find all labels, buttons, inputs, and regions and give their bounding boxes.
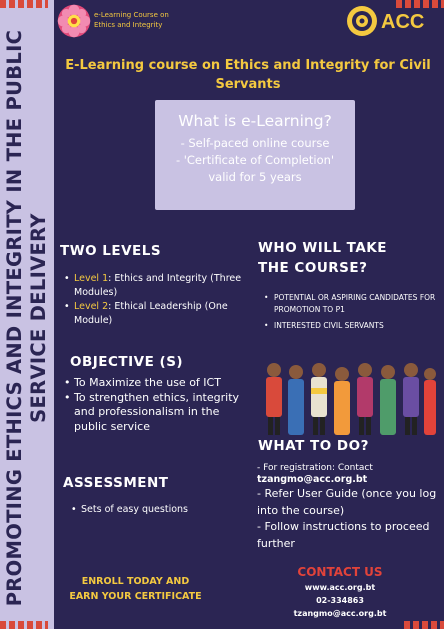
who-heading (258, 238, 387, 278)
objective-list (62, 376, 252, 434)
level-text: : Ethics and Integrity (Three Modules) (74, 273, 242, 298)
contact-website[interactable]: www.acc.org.bt (304, 583, 376, 592)
todo-step: - Follow instructions to proceed further (257, 520, 430, 550)
elearning-title: What is e-Learning? (178, 112, 332, 130)
flower-logo-icon (56, 3, 92, 39)
side-banner-line2: SERVICE DELIVERY (27, 213, 50, 423)
course-label (94, 10, 169, 30)
border-pattern (404, 621, 444, 629)
who-list (262, 292, 442, 336)
elearning-line: - 'Certificate of Completion' (175, 153, 335, 167)
border-pattern (0, 0, 48, 8)
elearning-line: - Self-paced online course (180, 136, 330, 150)
list-item: • INTERESTED CIVIL SERVANTS (262, 320, 442, 332)
side-banner (0, 0, 54, 629)
assessment-heading: ASSESSMENT (63, 475, 169, 491)
people-illustration (262, 358, 437, 438)
registration-text: - For registration: Contact (257, 463, 373, 473)
list-item (62, 272, 252, 300)
todo-step: - Refer User Guide (once you log into the course) (257, 487, 437, 517)
side-banner-line1: PROMOTING ETHICS AND INTEGRITY IN THE PUBLIC (3, 29, 26, 607)
levels-list (62, 272, 252, 328)
who-heading-line1: WHO WILL TAKE (258, 240, 387, 256)
acc-logo-icon (345, 4, 439, 38)
contact-heading: CONTACT US (297, 565, 383, 579)
border-pattern (0, 621, 48, 629)
list-item: • Sets of easy questions (69, 504, 249, 515)
what-to-do-section (257, 462, 442, 552)
list-item (62, 300, 252, 328)
who-heading-line2: THE COURSE? (258, 260, 368, 276)
enroll-callout (58, 574, 213, 604)
side-banner-text (3, 18, 51, 618)
course-label-line2: Ethics and Integrity (94, 21, 163, 29)
enroll-line1: ENROLL TODAY AND (81, 576, 190, 587)
registration-email[interactable]: tzangmo@acc.org.bt (257, 474, 368, 485)
acc-logo-text: ACC (381, 11, 425, 33)
contact-phone: 02-334863 (316, 596, 364, 605)
contact-email[interactable]: tzangmo@acc.org.bt (293, 609, 387, 618)
course-label-line1: e-Learning Course on (94, 11, 169, 19)
enroll-line2: EARN YOUR CERTIFICATE (69, 591, 202, 602)
level-text: : Ethical Leadership (One Module) (74, 301, 228, 326)
level-key: Level 2 (74, 301, 109, 312)
list-item: • To strengthen ethics, integrity and professionalism in the public service (62, 391, 252, 435)
list-item: • To Maximize the use of ICT (62, 376, 252, 391)
level-key: Level 1 (74, 273, 109, 284)
two-levels-heading: TWO LEVELS (60, 243, 162, 259)
objective-heading: OBJECTIVE (S) (70, 354, 184, 370)
title-line1: E-Learning course on Ethics and Integrity for Civil (65, 58, 431, 73)
what-is-elearning-box (155, 100, 355, 210)
elearning-line: valid for 5 years (208, 170, 302, 184)
title-line2: Servants (215, 77, 281, 92)
what-to-do-heading: WHAT TO DO? (258, 438, 369, 454)
assessment-list (69, 504, 249, 515)
page-title (58, 56, 438, 94)
list-item: • POTENTIAL OR ASPIRING CANDIDATES FOR PROMOTION TO P1 (262, 292, 442, 316)
